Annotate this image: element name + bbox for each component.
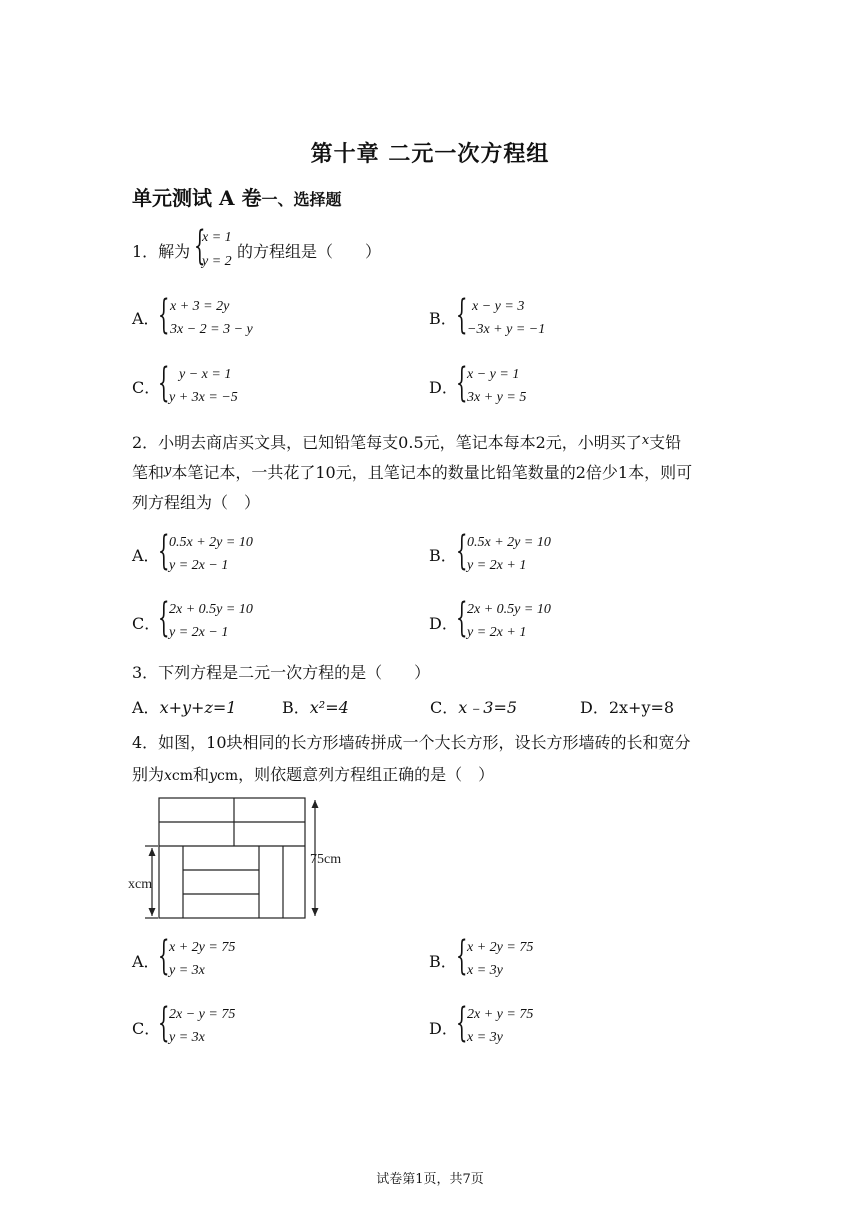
x-label: xcm (128, 877, 153, 892)
q4-option-c-brace: { (158, 1000, 170, 1046)
q3-option-b: B．x²=4 (282, 698, 349, 717)
test-title: 单元测试 A 卷 (132, 186, 262, 210)
q2-stem-line1: 2．小明去商店买文具，已知铅笔每支0.5元，笔记本每本2元，小明买了$^x$支铅 (132, 433, 682, 452)
q1-option-b-brace: { (456, 292, 468, 338)
q2-option-d-brace: { (456, 595, 468, 641)
q2-option-a-eq1: 0.5x + 2y = 10 (169, 535, 253, 550)
q2-option-c-eq1: 2x + 0.5y = 10 (169, 602, 253, 617)
q2-option-a-label: A． (132, 546, 160, 565)
q4-option-a-eq2: y = 3x (169, 963, 205, 978)
q1-stem-suffix: 的方程组是（ ） (237, 242, 382, 261)
q1-option-a-label: A． (132, 309, 160, 328)
q4-option-d-brace: { (456, 1000, 468, 1046)
q1-option-b-eq2: −3x + y = −1 (467, 322, 546, 337)
q2-option-d-eq1: 2x + 0.5y = 10 (467, 602, 551, 617)
q1-option-c-brace: { (158, 360, 170, 406)
q1-system-top: x = 1 (202, 230, 232, 245)
q2-option-b-eq1: 0.5x + 2y = 10 (467, 535, 551, 550)
q1-option-a-eq2: 3x − 2 = 3 − y (170, 322, 253, 337)
page-footer: 试卷第1页，共7页 (376, 1172, 484, 1187)
q2-option-c-eq2: y = 2x − 1 (169, 625, 229, 640)
q4-option-a-label: A． (132, 952, 160, 971)
height-label: 75cm (310, 852, 342, 867)
q4-option-b-eq1: x + 2y = 75 (467, 940, 534, 955)
q1-option-b-eq1: x − y = 3 (472, 299, 525, 314)
q2-option-b-eq2: y = 2x + 1 (467, 558, 527, 573)
q4-option-d-eq1: 2x + y = 75 (467, 1007, 534, 1022)
q2-option-a-eq2: y = 2x − 1 (169, 558, 229, 573)
q3-option-a: A．x+y+z=1 (132, 698, 237, 717)
q3-option-c: C．x﹣3=5 (430, 698, 518, 717)
q4-option-a-brace: { (158, 933, 170, 979)
section-heading (132, 182, 341, 211)
q4-option-b-label: B． (429, 952, 457, 971)
q4-option-d-label: D． (429, 1019, 458, 1038)
brick-wall-figure (128, 795, 358, 923)
q3-stem: 3．下列方程是二元一次方程的是（ ） (132, 663, 431, 682)
q1-option-d-eq1: x − y = 1 (467, 367, 520, 382)
q4-stem-line2: 别为xcm和ycm，则依题意列方程组正确的是（ ） (132, 765, 495, 784)
q4-option-b-eq2: x = 3y (467, 963, 503, 978)
q1-option-b-label: B． (429, 309, 457, 328)
page-title: 第十章 二元一次方程组 (310, 141, 550, 167)
q4-option-b-brace: { (456, 933, 468, 979)
q1-option-c-eq2: y + 3x = −5 (169, 390, 238, 405)
q3-option-d: D．2x+y=8 (580, 698, 675, 717)
q4-option-c-eq2: y = 3x (169, 1030, 205, 1045)
q2-option-b-label: B． (429, 546, 457, 565)
q2-stem-line2: 笔和$^y$本笔记本，一共花了10元，且笔记本的数量比铅笔数量的2倍少1本，则可 (132, 463, 693, 482)
q2-stem-line3: 列方程组为（ ） (132, 493, 261, 512)
q1-option-c-label: C． (132, 378, 161, 397)
q1-option-c-eq1: y − x = 1 (179, 367, 232, 382)
q4-option-c-eq1: 2x − y = 75 (169, 1007, 236, 1022)
section-title: 一、选择题 (261, 190, 342, 209)
q2-option-d-label: D． (429, 614, 458, 633)
q1-option-d-label: D． (429, 378, 458, 397)
q4-option-a-eq1: x + 2y = 75 (169, 940, 236, 955)
q4-stem-line1: 4．如图，10块相同的长方形墙砖拼成一个大长方形，设长方形墙砖的长和宽分 (132, 733, 691, 752)
q1-option-a-eq1: x + 3 = 2y (170, 299, 230, 314)
q2-option-a-brace: { (158, 528, 170, 574)
q1-system-bottom: y = 2 (202, 254, 232, 269)
q2-option-c-brace: { (158, 595, 170, 641)
q1-brace: { (194, 223, 206, 269)
q2-option-c-label: C． (132, 614, 161, 633)
q2-option-b-brace: { (456, 528, 468, 574)
q2-option-d-eq2: y = 2x + 1 (467, 625, 527, 640)
q1-option-a-brace: { (158, 292, 170, 338)
q4-option-d-eq2: x = 3y (467, 1030, 503, 1045)
q1-option-d-brace: { (456, 360, 468, 406)
q1-option-d-eq2: 3x + y = 5 (467, 390, 527, 405)
q4-option-c-label: C． (132, 1019, 161, 1038)
q1-number: 1．解为 (132, 242, 191, 261)
